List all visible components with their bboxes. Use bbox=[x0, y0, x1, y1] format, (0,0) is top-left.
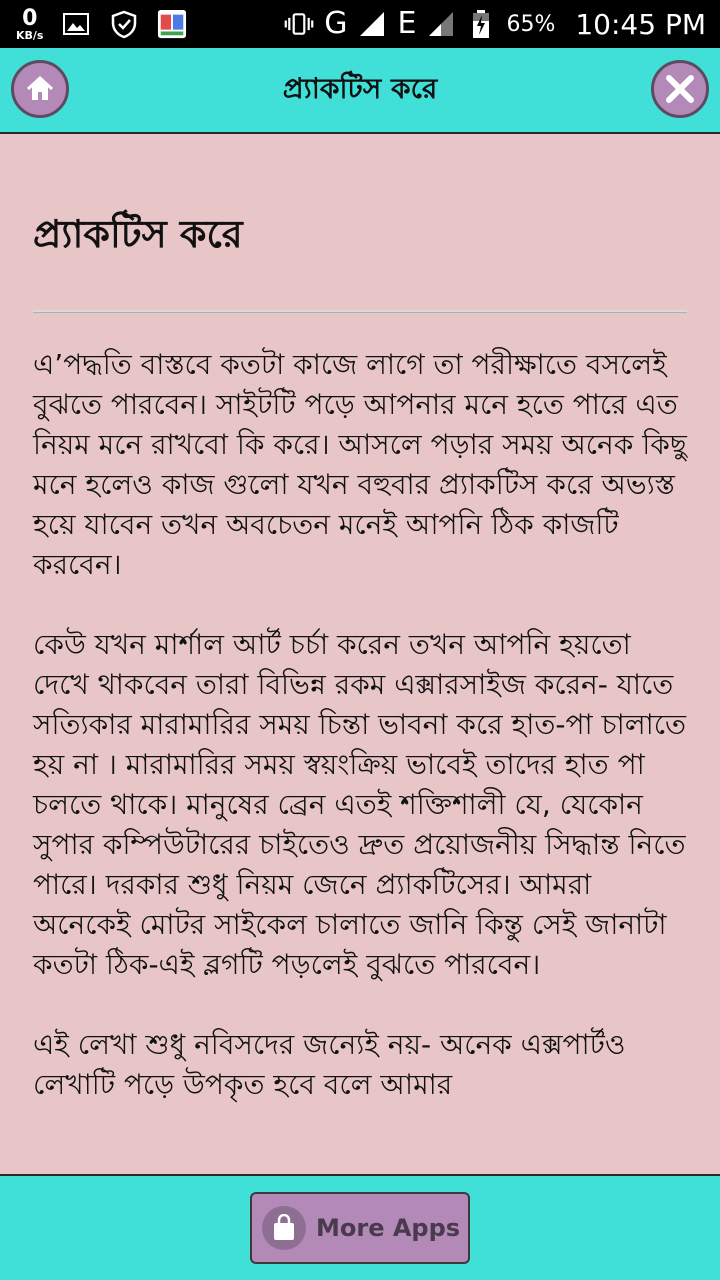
signal-icon bbox=[357, 9, 387, 39]
app-header bbox=[0, 48, 720, 134]
page-title: প্র্যাকটিস করে bbox=[282, 71, 438, 105]
status-left bbox=[16, 5, 187, 42]
more-apps-button[interactable] bbox=[250, 1192, 470, 1264]
vibrate-icon bbox=[284, 9, 314, 39]
status-right bbox=[284, 8, 706, 41]
article-title: প্র্যাকটিস করে bbox=[33, 212, 243, 256]
home-icon bbox=[24, 73, 56, 105]
home-button[interactable] bbox=[11, 60, 69, 118]
status-bar bbox=[0, 0, 720, 48]
signal-icon-2 bbox=[426, 9, 456, 39]
battery-icon bbox=[466, 9, 496, 39]
network-speed bbox=[16, 5, 44, 42]
article-paragraph: এ’পদ্ধতি বাস্তবে কতটা কাজে লাগে তা পরীক্ষাতে বসলেই বুঝতে পারবেন। সাইটটি পড়ে আপনার মনে হতে পারে এত নিয়ম মনে রাখবো কি করে। আসলে পড়ার সময় অনেক কিছু মনে হলেও কাজ গুলো যখন বহুবার প্র্যাকটিস করে অভ্যস্ত হয়ে যাবেন তখন অবচেতন মনেই আপনি ঠিক কাজটি করবেন। bbox=[33, 347, 687, 581]
article-content[interactable] bbox=[0, 136, 720, 1174]
speed-unit: KB/s bbox=[16, 28, 44, 42]
app-book-icon bbox=[157, 9, 187, 39]
close-icon bbox=[663, 72, 697, 106]
speed-value: 0 bbox=[22, 5, 38, 31]
article-paragraph: কেউ যখন মার্শাল আর্ট চর্চা করেন তখন আপনি হয়তো দেখে থাকবেন তারা বিভিন্ন রকম এক্সারসাইজ করেন- যাতে সত্যিকার মারামারির সময় চিন্তা ভাবনা করে হাত-পা চালাতে হয় না । মারামারির সময় স্বয়ংক্রিয় ভাবেই তাদের হাত পা চলতে থাকে। মানুষের ব্রেন এতই শক্তিশালী যে, যেকোন সুপার কম্পিউটারের চাইতেও দ্রুত প্রয়োজনীয় সিদ্ধান্ত নিতে পারে। দরকার শুধু নিয়ম জেনে প্র্যাকটিসের। আমরা অনেকেই মোটর সাইকেল চালাতে জানি কিন্তু সেই জানাটা কতটা ঠিক-এই ব্লগটি পড়লেই বুঝতে পারবেন। bbox=[33, 627, 686, 981]
shield-icon bbox=[109, 9, 139, 39]
close-button[interactable] bbox=[651, 60, 709, 118]
network-type-g: G bbox=[324, 6, 348, 41]
image-icon bbox=[61, 9, 91, 39]
more-apps-label: More Apps bbox=[316, 1214, 461, 1242]
shopping-bag-icon bbox=[262, 1206, 306, 1250]
network-type-e: E bbox=[397, 6, 417, 41]
clock: 10:45 PM bbox=[575, 7, 706, 41]
article-paragraph: এই লেখা শুধু নবিসদের জন্যেই নয়- অনেক এক্সপার্টও লেখাটি পড়ে উপকৃত হবে বলে আমার bbox=[33, 1027, 626, 1101]
footer-bar bbox=[0, 1174, 720, 1280]
divider bbox=[33, 310, 687, 313]
battery-percent: 65% bbox=[506, 11, 556, 37]
